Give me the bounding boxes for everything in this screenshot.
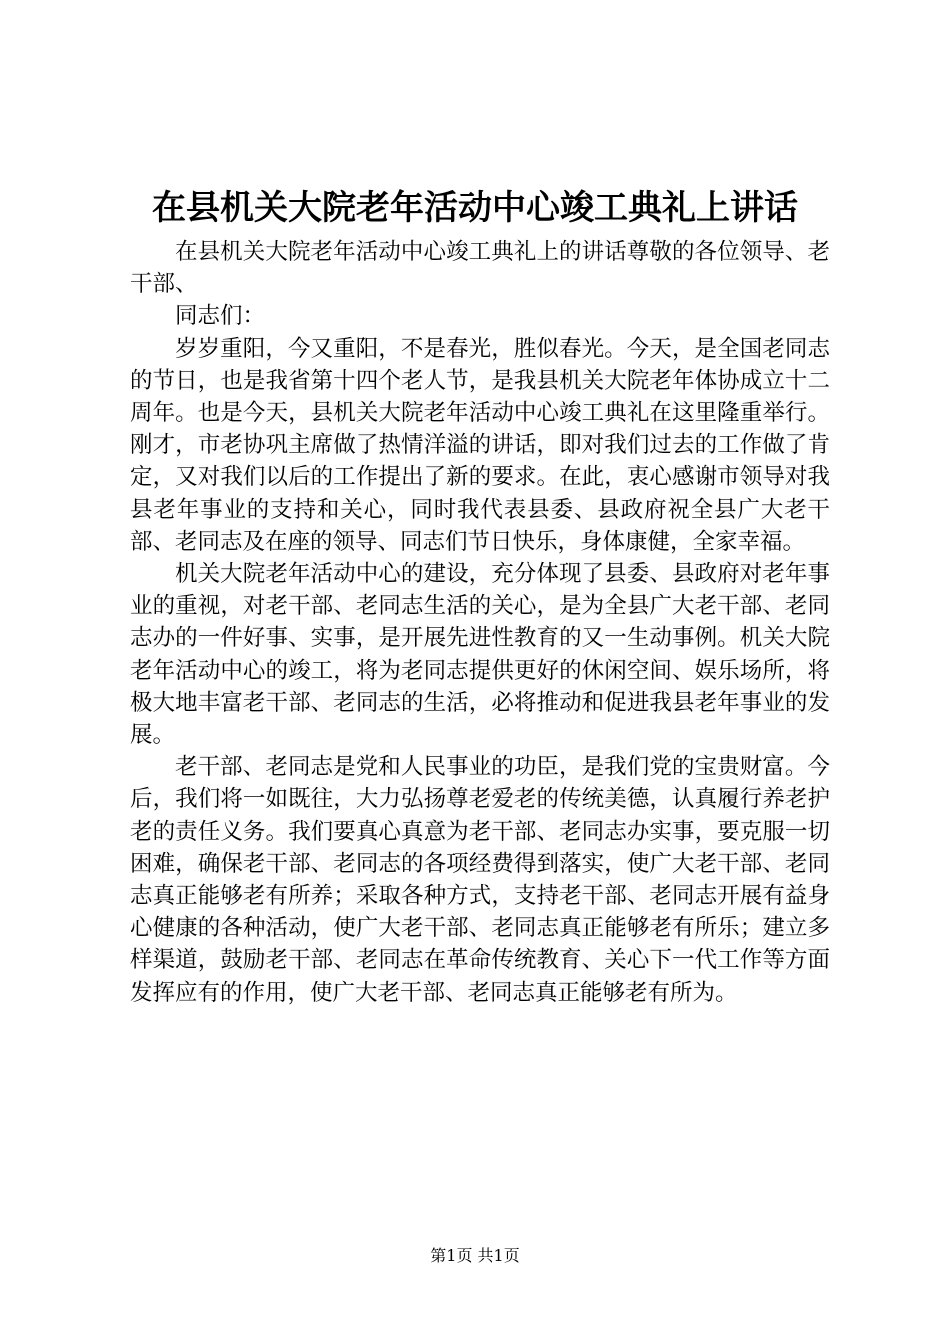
- paragraph-opening: 在县机关大院老年活动中心竣工典礼上的讲话尊敬的各位领导、老干部、: [130, 239, 830, 298]
- document-body: [130, 236, 830, 1009]
- paragraph-commitment: 老干部、老同志是党和人民事业的功臣，是我们党的宝贵财富。今后，我们将一如既往，大力弘扬尊老爱老的传统美德，认真履行养老护老的责任义务。我们要真心真意为老干部、老同志办实事，要克服一切困难，确保老干部、老同志的各项经费得到落实，使广大老干部、老同志真正能够老有所养；采取各种方式，支持老干部、老同志开展有益身心健康的各种活动，使广大老干部、老同志真正能够老有所乐；建立多样渠道，鼓励老干部、老同志在革命传统教育、关心下一代工作等方面发挥应有的作用，使广大老干部、老同志真正能够老有所为。: [130, 754, 830, 1006]
- paragraph-festival: 岁岁重阳，今又重阳，不是春光，胜似春光。今天，是全国老同志的节日，也是我省第十四个老人节，是我县机关大院老年体协成立十二周年。也是今天，县机关大院老年活动中心竣工典礼在这里隆重举行。刚才，市老协巩主席做了热情洋溢的讲话，即对我们过去的工作做了肯定，又对我们以后的工作提出了新的要求。在此，衷心感谢市领导对我县老年事业的支持和关心，同时我代表县委、县政府祝全县广大老干部、老同志及在座的领导、同志们节日快乐，身体康健，全家幸福。: [130, 335, 830, 555]
- paragraph-center-construction: 机关大院老年活动中心的建设，充分体现了县委、县政府对老年事业的重视，对老干部、老同志生活的关心，是为全县广大老干部、老同志办的一件好事、实事，是开展先进性教育的又一生动事例。机关大院老年活动中心的竣工，将为老同志提供更好的休闲空间、娱乐场所，将极大地丰富老干部、老同志的生活，必将推动和促进我县老年事业的发展。: [130, 561, 830, 749]
- page-number-footer: 第1页 共1页: [430, 1246, 520, 1265]
- document-title: 在县机关大院老年活动中心竣工典礼上讲话: [152, 188, 798, 228]
- paragraph-salutation: 同志们：: [175, 303, 266, 330]
